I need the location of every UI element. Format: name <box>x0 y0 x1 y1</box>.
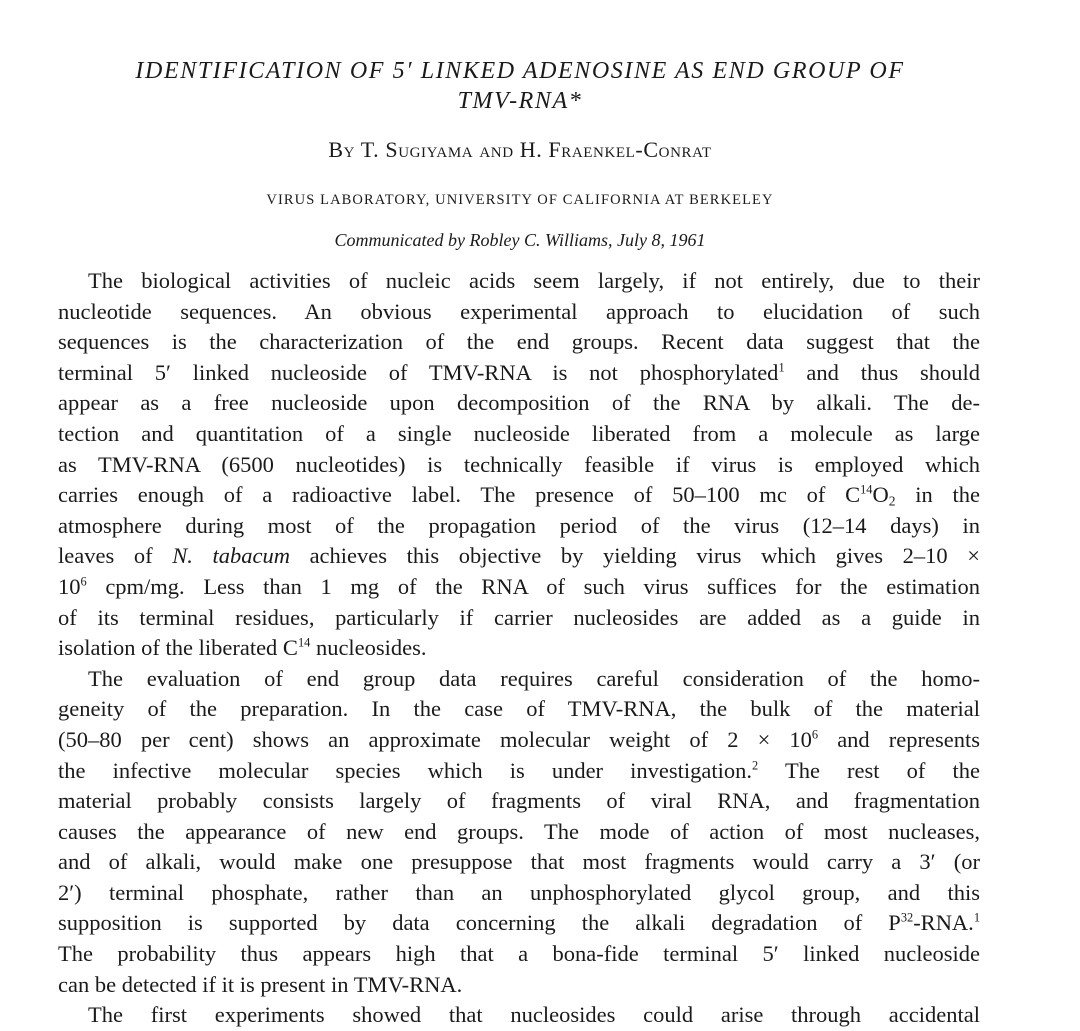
text-line: as TMV-RNA (6500 nucleotides) is technically feasible if virus is employed which <box>58 451 980 477</box>
footnote-ref-1: 1 <box>778 360 785 375</box>
text-segment: cpm/mg. Less than 1 mg of the RNA of such virus suffices for the estimation <box>86 573 980 599</box>
text-segment: achieves this objective by yielding virus which gives 2–10 × <box>289 543 980 569</box>
text-line: appear as a free nucleoside upon decomposition of the RNA by alkali. The de- <box>58 390 980 416</box>
subscript: 2 <box>888 493 896 509</box>
text-line <box>58 358 980 389</box>
exponent: 6 <box>811 727 819 742</box>
text-line-partial: The first experiments showed that nucleosides could arise through accidental <box>88 1002 980 1028</box>
isotope-superscript: 14 <box>860 482 873 497</box>
text-line: material probably consists largely of fragments of viral RNA, and fragmentation <box>58 788 980 814</box>
text-segment: and thus should <box>784 359 980 385</box>
text-segment: nucleosides. <box>310 635 427 661</box>
text-line <box>58 572 980 603</box>
text-line: nucleotide sequences. An obvious experimental approach to elucidation of such <box>58 298 980 324</box>
text-segment: leaves of <box>58 543 173 569</box>
affiliation: VIRUS LABORATORY, UNIVERSITY OF CALIFORNIA AT BERKELEY <box>266 192 774 208</box>
text-line: The probability thus appears high that a bona-fide terminal 5′ linked nucleoside <box>58 941 980 967</box>
text-line <box>58 480 980 511</box>
paragraph-3 <box>58 1000 980 1028</box>
text-line: The evaluation of end group data requires careful consideration of the homo- <box>88 665 980 691</box>
text-line: 2′) terminal phosphate, rather than an unphosphorylated glycol group, and this <box>58 879 980 905</box>
author-byline: By T. Sugiyama and H. Fraenkel-Conrat <box>328 137 712 162</box>
text-segment: carries enough of a radioactive label. The presence of 50–100 mc of C <box>58 482 861 508</box>
text-segment: O <box>872 482 889 508</box>
text-line <box>58 541 980 572</box>
title-line-2: TMV-RNA* <box>457 88 583 114</box>
text-line <box>58 633 980 664</box>
article-title <box>58 56 982 116</box>
text-segment: terminal 5′ linked nucleoside of TMV-RNA is not phosphorylated <box>58 359 779 385</box>
text-segment: (50–80 per cent) shows an approximate molecular weight of 2 × 10 <box>58 726 812 752</box>
text-segment: -RNA. <box>913 910 974 936</box>
isotope-superscript: 32 <box>900 910 914 925</box>
text-line: of its terminal residues, particularly if carrier nucleosides are added as a guide in <box>58 604 980 630</box>
communicated-by: Communicated by Robley C. Williams, July 8, 1961 <box>334 230 706 250</box>
text-segment: and represents <box>818 726 980 752</box>
text-segment: the infective molecular species which is under investigation. <box>58 757 753 783</box>
text-segment: isolation of the liberated C <box>58 635 298 661</box>
footnote-ref-2: 2 <box>752 757 759 772</box>
text-line: sequences is the characterization of the end groups. Recent data suggest that the <box>58 329 980 355</box>
text-segment: 10 <box>58 573 81 599</box>
isotope-superscript: 14 <box>297 635 311 650</box>
text-segment: The rest of the <box>758 757 980 783</box>
text-line: atmosphere during most of the propagation period of the virus (12–14 days) in <box>58 512 980 538</box>
text-line: geneity of the preparation. In the case of TMV-RNA, the bulk of the material <box>58 696 980 722</box>
text-line: can be detected if it is present in TMV-RNA. <box>58 971 463 997</box>
text-line <box>58 725 980 756</box>
paragraph-2 <box>58 664 980 1001</box>
text-line: causes the appearance of new end groups. The mode of action of most nucleases, <box>58 818 980 844</box>
species-name: N. tabacum <box>172 543 290 569</box>
text-line <box>58 908 980 939</box>
footnote-ref-1: 1 <box>973 910 980 925</box>
text-segment: in the <box>895 482 980 508</box>
text-line: and of alkali, would make one presuppose that most fragments would carry a 3′ (or <box>58 849 980 875</box>
text-line: The biological activities of nucleic acids seem largely, if not entirely, due to their <box>88 268 980 293</box>
exponent: 6 <box>80 574 87 589</box>
title-line-1: IDENTIFICATION OF 5′ LINKED ADENOSINE AS END GROUP OF <box>135 58 905 84</box>
paragraph-1 <box>58 266 980 664</box>
text-line <box>58 756 980 787</box>
article-body <box>58 266 980 1028</box>
text-line: tection and quantitation of a single nucleoside liberated from a molecule as large <box>58 420 980 446</box>
text-segment: supposition is supported by data concerning the alkali degradation of P <box>58 910 901 936</box>
